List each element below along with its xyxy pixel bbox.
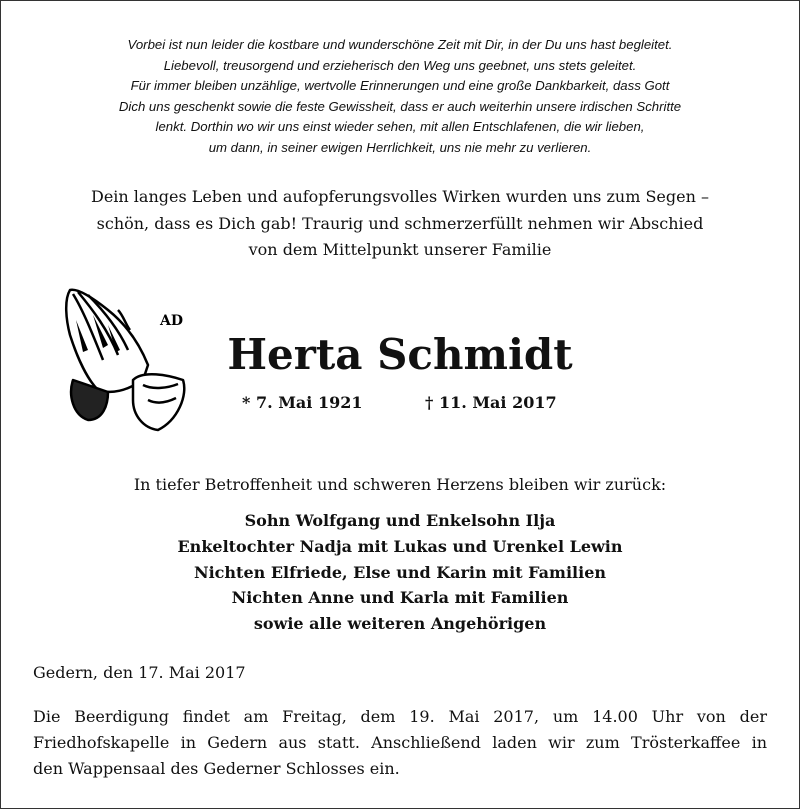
- poem-line: Liebevoll, treusorgend und erzieherisch den Weg uns geebnet, uns stets geleitet.: [163, 57, 637, 73]
- poem-line: um dann, in seiner ewigen Herrlichkeit, uns nie mehr zu verlieren.: [208, 139, 592, 155]
- birth-date: * 7. Mai 1921: [242, 393, 363, 412]
- place-date: Gedern, den 17. Mai 2017: [33, 663, 246, 682]
- monogram: AD: [160, 313, 184, 329]
- relative-line: Nichten Elfriede, Else und Karin mit Familien: [193, 562, 607, 582]
- poem-line: Vorbei ist nun leider die kostbare und wunderschöne Zeit mit Dir, in der Du uns hast begleitet.: [127, 37, 673, 52]
- deceased-name: Herta Schmidt: [227, 330, 573, 379]
- funeral-line: Die Beerdigung findet am Freitag, dem 19. Mai 2017, um 14.00 Uhr von der: [33, 707, 767, 726]
- mourning-line: In tiefer Betroffenheit und schweren Herzens bleiben wir zurück:: [133, 475, 667, 494]
- death-date: † 11. Mai 2017: [425, 393, 557, 412]
- praying-hands-icon: [48, 280, 208, 440]
- funeral-line: Friedhofskapelle in Gedern aus statt. Anschließend laden wir zum Trösterkaffee in: [33, 733, 767, 752]
- intro-text: [30, 184, 770, 264]
- poem: [30, 35, 770, 158]
- funeral-notice: [33, 704, 767, 782]
- relative-line: Enkeltochter Nadja mit Lukas und Urenkel Lewin: [177, 536, 623, 556]
- poem-line: Für immer bleiben unzählige, wertvolle Erinnerungen und eine große Dankbarkeit, dass Gott: [130, 78, 670, 93]
- relative-line: Sohn Wolfgang und Enkelsohn Ilja: [244, 511, 556, 530]
- intro-line: von dem Mittelpunkt unserer Familie: [248, 240, 552, 259]
- poem-line: lenkt. Dorthin wo wir uns einst wieder sehen, mit allen Entschlafenen, die wir lieben,: [155, 119, 645, 134]
- poem-line: Dich uns geschenkt sowie die feste Gewissheit, dass er auch weiterhin unsere irdischen Schritte: [118, 98, 682, 114]
- intro-line: Dein langes Leben und aufopferungsvolles Wirken wurden uns zum Segen –: [91, 187, 709, 206]
- relative-line: sowie alle weiteren Angehörigen: [253, 614, 547, 634]
- intro-line: schön, dass es Dich gab! Traurig und schmerzerfüllt nehmen wir Abschied: [96, 213, 704, 233]
- relatives-list: [30, 508, 770, 637]
- relative-line: Nichten Anne und Karla mit Familien: [231, 588, 569, 608]
- funeral-line: den Wappensaal des Gederner Schlosses ein.: [33, 759, 400, 778]
